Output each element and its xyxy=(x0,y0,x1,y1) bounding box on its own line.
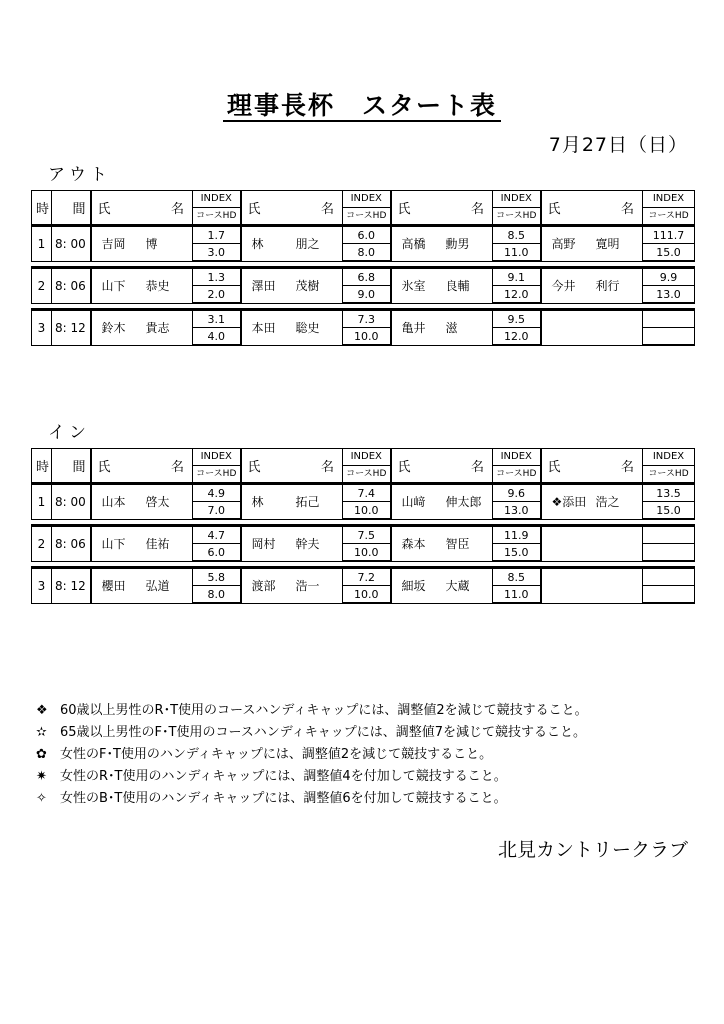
player-given-name: 博 xyxy=(145,237,158,252)
note-text: 女性のF･T使用のハンディキャップには、調整値2を減じて競技すること。 xyxy=(60,747,493,762)
header-index: INDEX xyxy=(193,449,241,466)
start-table-in xyxy=(31,448,695,604)
note-symbol-icon: ✷ xyxy=(36,769,47,784)
player-given-name: 朋之 xyxy=(295,237,320,252)
group-number: 3 xyxy=(32,310,52,346)
header-name xyxy=(541,449,643,484)
tee-time: 8: 12 xyxy=(52,310,91,346)
player-index xyxy=(643,568,695,586)
player-given-name: 啓太 xyxy=(145,495,170,510)
player-name xyxy=(541,268,643,304)
header-index: INDEX xyxy=(193,191,241,208)
player-given-name: 智臣 xyxy=(445,537,470,552)
player-course-hd: 12.0 xyxy=(493,286,541,304)
section-label-out: アウト xyxy=(48,165,111,185)
note-item xyxy=(36,766,588,788)
note-item xyxy=(36,700,588,722)
player-course-hd: 3.0 xyxy=(193,244,241,262)
player-course-hd xyxy=(643,586,695,604)
player-family-name: 鈴木 xyxy=(101,321,126,336)
player-given-name: 浩一 xyxy=(295,579,320,594)
header-name-a: 氏 xyxy=(547,202,561,217)
header-name-b: 名 xyxy=(320,202,334,217)
player-name xyxy=(541,484,643,520)
note-text: 女性のR･T使用のハンディキャップには、調整値4を付加して競技すること。 xyxy=(60,769,507,784)
player-index: 6.8 xyxy=(343,268,391,286)
header-name-b: 名 xyxy=(620,202,634,217)
player-given-name: 大蔵 xyxy=(445,579,470,594)
player-course-hd: 10.0 xyxy=(343,544,391,562)
header-index: INDEX xyxy=(343,191,391,208)
player-family-name: 亀井 xyxy=(401,321,426,336)
notes-list xyxy=(36,700,588,810)
player-family-name: 氷室 xyxy=(401,279,426,294)
note-text: 女性のB･T使用のハンディキャップには、調整値6を付加して競技すること。 xyxy=(60,791,507,806)
group-number: 3 xyxy=(32,568,52,604)
note-symbol-icon: ✧ xyxy=(36,791,47,806)
header-name-a: 氏 xyxy=(247,202,261,217)
player-name xyxy=(391,526,493,562)
player-course-hd: 15.0 xyxy=(643,502,695,520)
player-index: 5.8 xyxy=(193,568,241,586)
player-course-hd: 7.0 xyxy=(193,502,241,520)
header-name xyxy=(91,449,193,484)
player-name xyxy=(541,568,643,604)
group-row xyxy=(32,526,695,544)
header-name xyxy=(241,191,343,226)
note-symbol-icon: ✿ xyxy=(36,747,47,762)
player-course-hd: 11.0 xyxy=(493,586,541,604)
player-given-name: 良輔 xyxy=(445,279,470,294)
player-course-hd: 13.0 xyxy=(493,502,541,520)
player-course-hd xyxy=(643,328,695,346)
header-index: INDEX xyxy=(643,191,695,208)
player-course-hd: 9.0 xyxy=(343,286,391,304)
player-given-name: 寛明 xyxy=(595,237,620,252)
player-name xyxy=(91,226,193,262)
player-index: 9.1 xyxy=(493,268,541,286)
header-time-b: 間 xyxy=(52,191,91,226)
player-name xyxy=(541,310,643,346)
player-index: 8.5 xyxy=(493,226,541,244)
player-name xyxy=(241,310,343,346)
header-time-a: 時 xyxy=(32,191,52,226)
player-name xyxy=(391,568,493,604)
player-course-hd: 12.0 xyxy=(493,328,541,346)
player-family-name: 高野 xyxy=(551,237,576,252)
player-given-name: 幹夫 xyxy=(295,537,320,552)
group-row xyxy=(32,568,695,586)
header-time-a: 時 xyxy=(32,449,52,484)
player-name xyxy=(241,526,343,562)
player-course-hd: 13.0 xyxy=(643,286,695,304)
player-index xyxy=(643,526,695,544)
header-name xyxy=(241,449,343,484)
player-index: 9.6 xyxy=(493,484,541,502)
player-given-name: 滋 xyxy=(445,321,458,336)
header-name-b: 名 xyxy=(320,460,334,475)
player-family-name: ❖添田 xyxy=(551,495,587,510)
header-row xyxy=(32,449,695,466)
player-course-hd: 15.0 xyxy=(493,544,541,562)
group-number: 2 xyxy=(32,268,52,304)
player-course-hd: 8.0 xyxy=(193,586,241,604)
player-name xyxy=(91,484,193,520)
player-given-name: 聡史 xyxy=(295,321,320,336)
player-name xyxy=(91,568,193,604)
player-name xyxy=(541,526,643,562)
player-family-name: 澤田 xyxy=(251,279,276,294)
header-name-a: 氏 xyxy=(397,202,411,217)
player-index: 9.9 xyxy=(643,268,695,286)
note-item xyxy=(36,722,588,744)
tee-time: 8: 00 xyxy=(52,484,91,520)
player-given-name: 勳男 xyxy=(445,237,470,252)
player-index: 7.2 xyxy=(343,568,391,586)
player-course-hd xyxy=(643,544,695,562)
group-number: 1 xyxy=(32,226,52,262)
header-name-a: 氏 xyxy=(97,460,111,475)
event-date: 7月27日（日） xyxy=(548,134,688,156)
header-index: INDEX xyxy=(493,191,541,208)
header-course-hd: コースHD xyxy=(493,208,541,226)
player-family-name: 山本 xyxy=(101,495,126,510)
header-course-hd: コースHD xyxy=(343,466,391,484)
player-index: 7.4 xyxy=(343,484,391,502)
player-family-name: 山下 xyxy=(101,279,126,294)
header-course-hd: コースHD xyxy=(643,208,695,226)
player-index: 7.3 xyxy=(343,310,391,328)
header-course-hd: コースHD xyxy=(343,208,391,226)
tee-time: 8: 00 xyxy=(52,226,91,262)
note-text: 60歳以上男性のR･T使用のコースハンディキャップには、調整値2を減じて競技すること。 xyxy=(60,703,588,718)
group-number: 2 xyxy=(32,526,52,562)
header-row xyxy=(32,191,695,208)
player-name xyxy=(241,484,343,520)
player-family-name: 岡村 xyxy=(251,537,276,552)
header-name-a: 氏 xyxy=(97,202,111,217)
player-name xyxy=(391,268,493,304)
player-index: 6.0 xyxy=(343,226,391,244)
player-family-name: 吉岡 xyxy=(101,237,126,252)
player-name xyxy=(91,310,193,346)
player-index: 3.1 xyxy=(193,310,241,328)
player-index: 111.7 xyxy=(643,226,695,244)
page-title-text: 理事長杯 スタート表 xyxy=(223,91,501,122)
header-index: INDEX xyxy=(493,449,541,466)
header-course-hd: コースHD xyxy=(643,466,695,484)
note-symbol-icon: ✫ xyxy=(36,725,47,740)
player-family-name: 林 xyxy=(251,237,264,252)
header-name-b: 名 xyxy=(470,202,484,217)
player-name xyxy=(391,310,493,346)
player-course-hd: 4.0 xyxy=(193,328,241,346)
player-index: 7.5 xyxy=(343,526,391,544)
player-family-name: 山﨑 xyxy=(401,495,426,510)
header-name-b: 名 xyxy=(170,202,184,217)
start-table-in-body xyxy=(32,449,695,604)
player-index: 9.5 xyxy=(493,310,541,328)
tee-time: 8: 12 xyxy=(52,568,91,604)
player-family-name: 渡部 xyxy=(251,579,276,594)
player-name xyxy=(391,226,493,262)
player-course-hd: 10.0 xyxy=(343,586,391,604)
player-given-name: 伸太郎 xyxy=(445,495,482,510)
player-course-hd: 15.0 xyxy=(643,244,695,262)
player-index: 11.9 xyxy=(493,526,541,544)
header-time-b: 間 xyxy=(52,449,91,484)
player-family-name: 櫻田 xyxy=(101,579,126,594)
note-item xyxy=(36,788,588,810)
header-name xyxy=(541,191,643,226)
player-name xyxy=(391,484,493,520)
group-row xyxy=(32,268,695,286)
player-family-name: 本田 xyxy=(251,321,276,336)
player-index xyxy=(643,310,695,328)
group-row xyxy=(32,226,695,244)
header-name xyxy=(391,191,493,226)
header-index: INDEX xyxy=(343,449,391,466)
player-given-name: 貴志 xyxy=(145,321,170,336)
player-family-name: 林 xyxy=(251,495,264,510)
player-name xyxy=(91,268,193,304)
player-family-name: 細坂 xyxy=(401,579,426,594)
header-name-b: 名 xyxy=(620,460,634,475)
note-item xyxy=(36,744,588,766)
player-index: 1.3 xyxy=(193,268,241,286)
section-label-in: イン xyxy=(48,423,90,443)
header-course-hd: コースHD xyxy=(193,208,241,226)
player-index: 13.5 xyxy=(643,484,695,502)
player-course-hd: 8.0 xyxy=(343,244,391,262)
player-given-name: 浩之 xyxy=(595,495,620,510)
player-given-name: 利行 xyxy=(595,279,620,294)
player-course-hd: 6.0 xyxy=(193,544,241,562)
tee-time: 8: 06 xyxy=(52,268,91,304)
player-family-name: 森本 xyxy=(401,537,426,552)
player-index: 8.5 xyxy=(493,568,541,586)
group-number: 1 xyxy=(32,484,52,520)
player-family-name: 山下 xyxy=(101,537,126,552)
group-row xyxy=(32,310,695,328)
header-name-b: 名 xyxy=(470,460,484,475)
header-name xyxy=(91,191,193,226)
header-index: INDEX xyxy=(643,449,695,466)
player-name xyxy=(241,568,343,604)
header-name-b: 名 xyxy=(170,460,184,475)
player-given-name: 恭史 xyxy=(145,279,170,294)
player-name xyxy=(541,226,643,262)
header-name-a: 氏 xyxy=(397,460,411,475)
start-table-out xyxy=(31,190,695,346)
player-given-name: 佳祐 xyxy=(145,537,170,552)
player-name xyxy=(91,526,193,562)
header-course-hd: コースHD xyxy=(193,466,241,484)
player-index: 1.7 xyxy=(193,226,241,244)
header-name-a: 氏 xyxy=(547,460,561,475)
tee-time: 8: 06 xyxy=(52,526,91,562)
player-name xyxy=(241,226,343,262)
header-name-a: 氏 xyxy=(247,460,261,475)
start-table-out-body xyxy=(32,191,695,346)
player-course-hd: 10.0 xyxy=(343,328,391,346)
player-course-hd: 10.0 xyxy=(343,502,391,520)
player-family-name: 高橋 xyxy=(401,237,426,252)
page-title xyxy=(0,86,724,122)
player-index: 4.7 xyxy=(193,526,241,544)
header-name xyxy=(391,449,493,484)
player-given-name: 弘道 xyxy=(145,579,170,594)
club-name: 北見カントリークラブ xyxy=(497,839,688,861)
player-given-name: 拓己 xyxy=(295,495,320,510)
player-course-hd: 2.0 xyxy=(193,286,241,304)
note-text: 65歳以上男性のF･T使用のコースハンディキャップには、調整値7を減じて競技すること。 xyxy=(60,725,587,740)
header-course-hd: コースHD xyxy=(493,466,541,484)
player-family-name: 今井 xyxy=(551,279,576,294)
player-given-name: 茂樹 xyxy=(295,279,320,294)
player-name xyxy=(241,268,343,304)
player-course-hd: 11.0 xyxy=(493,244,541,262)
player-index: 4.9 xyxy=(193,484,241,502)
group-row xyxy=(32,484,695,502)
note-symbol-icon: ❖ xyxy=(36,703,48,718)
